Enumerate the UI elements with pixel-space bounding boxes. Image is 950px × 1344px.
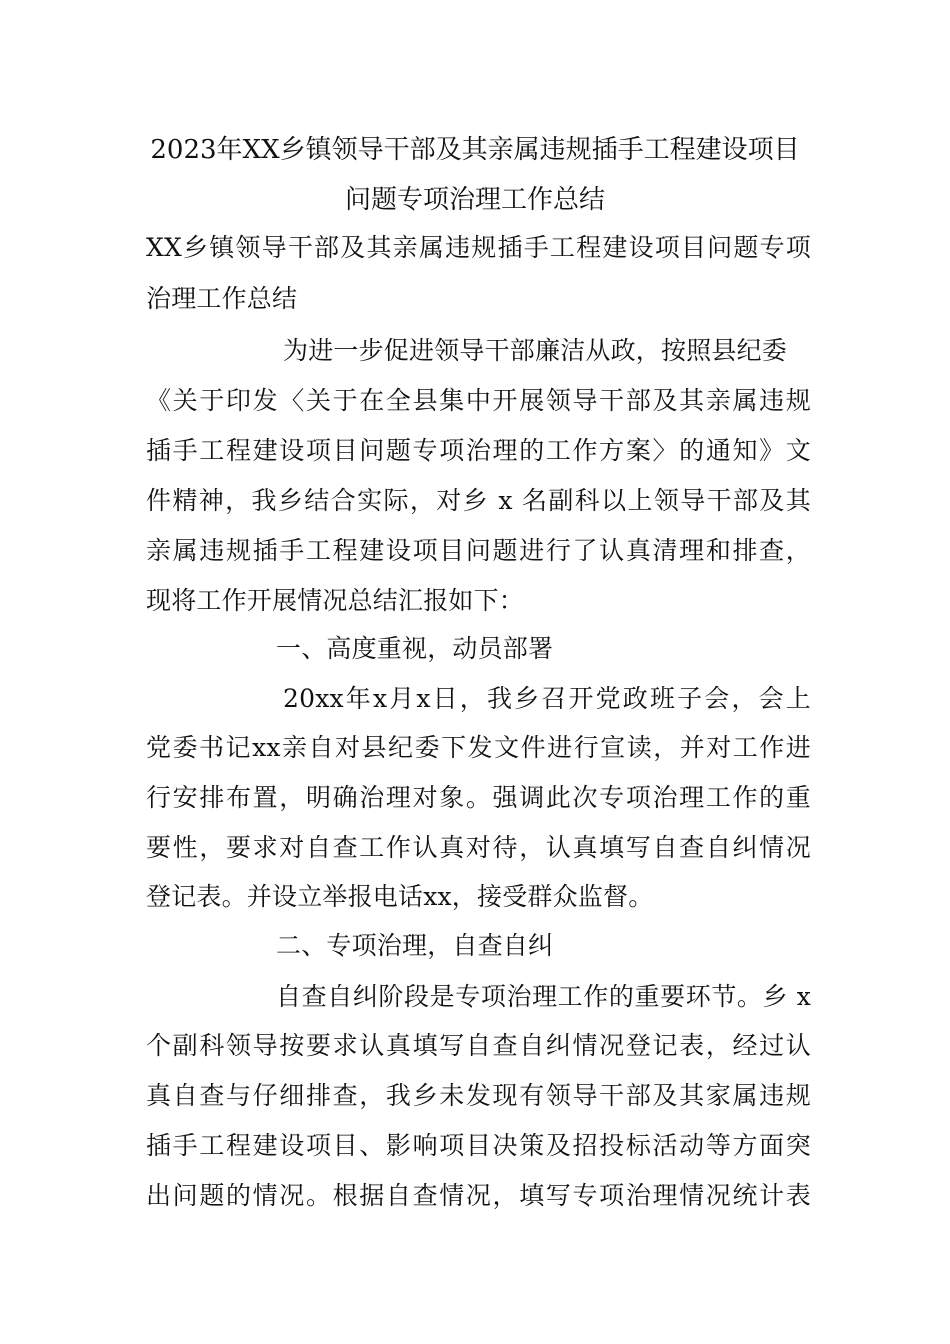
intro-line-4: 件精神，我乡结合实际，对乡 x 名副科以上领导干部及其 [146,486,811,515]
document-title-line-2: 问题专项治理工作总结 [344,185,605,215]
document-title-line-1: 2023年XX乡镇领导干部及其亲属违规插手工程建设项目 [150,135,800,165]
subtitle-line-1: XX乡镇领导干部及其亲属违规插手工程建设项目问题专项 [146,233,811,262]
subtitle-line-2: 治理工作总结 [146,284,298,313]
intro-line-1: 为进一步促进领导干部廉洁从政，按照县纪委 [283,336,788,365]
section-2-line-4: 插手工程建设项目、影响项目决策及招投标活动等方面突 [146,1131,811,1160]
section-2-heading: 二、专项治理，自查自纠 [276,931,554,960]
section-1-heading: 一、高度重视，动员部署 [276,634,554,663]
intro-line-6: 现将工作开展情况总结汇报如下： [146,586,525,615]
intro-line-2: 《关于印发〈关于在全县集中开展领导干部及其亲属违规 [146,386,811,415]
section-2-line-5: 出问题的情况。根据自查情况，填写专项治理情况统计表 [146,1181,811,1210]
intro-line-5: 亲属违规插手工程建设项目问题进行了认真清理和排查， [146,536,811,565]
section-1-line-2: 党委书记xx亲自对县纪委下发文件进行宣读，并对工作进 [146,733,811,762]
section-1-line-4: 要性，要求对自查工作认真对待，认真填写自查自纠情况 [146,833,811,862]
section-2-line-3: 真自查与仔细排查，我乡未发现有领导干部及其家属违规 [146,1081,811,1110]
section-1-line-3: 行安排布置，明确治理对象。强调此次专项治理工作的重 [146,783,811,812]
section-1-line-5: 登记表。并设立举报电话xx，接受群众监督。 [146,882,654,911]
section-1-line-1: 20xx年x月x日，我乡召开党政班子会，会上 [283,684,811,713]
intro-line-3: 插手工程建设项目问题专项治理的工作方案〉的通知》文 [146,436,811,465]
section-2-line-2: 个副科领导按要求认真填写自查自纠情况登记表，经过认 [146,1031,811,1060]
section-2-line-1: 自查自纠阶段是专项治理工作的重要环节。乡 x [276,982,811,1011]
